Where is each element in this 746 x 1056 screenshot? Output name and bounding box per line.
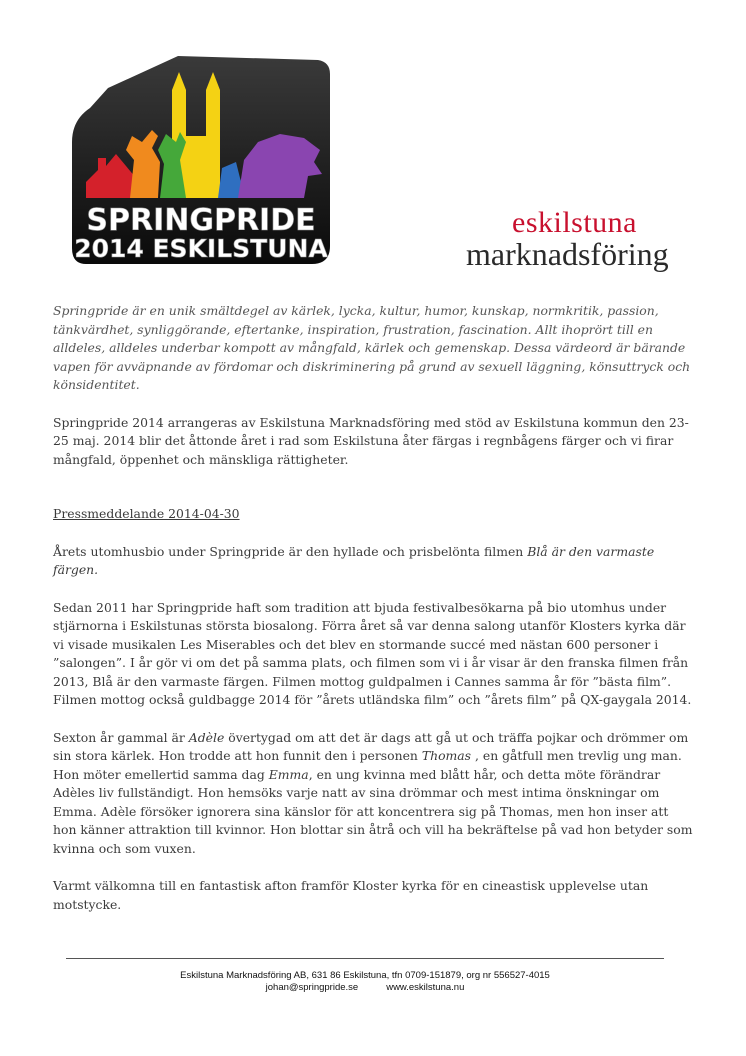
footer-web[interactable]: www.eskilstuna.nu <box>386 982 465 993</box>
footer-address: Eskilstuna Marknadsföring AB, 631 86 Eskilstuna, tfn 0709-151879, org nr 556527-4015 <box>180 970 550 981</box>
film-title: Blå är den varmaste färgen. <box>53 543 655 577</box>
synopsis-paragraph <box>53 729 693 859</box>
film-announcement-text: Årets utomhusbio under Springpride är den hyllade och prisbelönta filmen <box>53 543 528 559</box>
springpride-rainbow-skyline-logo-icon <box>68 50 334 272</box>
synopsis-adele: Adèle <box>188 729 225 745</box>
synopsis-thomas: Thomas <box>421 748 472 763</box>
footer <box>66 970 664 994</box>
press-release-body <box>53 302 693 933</box>
film-announcement <box>53 543 693 580</box>
logo-line1: SPRINGPRIDE <box>86 203 316 238</box>
synopsis-text-a: Sexton år gammal är <box>53 729 189 745</box>
footer-divider <box>66 958 664 959</box>
brand-bottom: marknadsföring <box>466 236 669 272</box>
synopsis-emma: Emma <box>268 766 309 782</box>
event-paragraph: Springpride 2014 arrangeras av Eskilstuna Marknadsföring med stöd av Eskilstuna kommun den 23-25 maj. 2014 blir det åttonde året i rad som Eskilstuna åter färgas i regnbågens färger och vi firar mångfald, öppenhet och mänskliga rättigheter. <box>53 414 689 467</box>
synopsis-text-d: , en ung kvinna med blått hår, och detta möte förändrar Adèles liv fullständigt. Hon hemsöks varje natt av sina drömmar och mest intima önskningar om Emma. Adèle försöker ignorera sina känslor för att koncentrera sig på Thomas, men hon inser att hon känner attraktion till kvinnor. Hon blottar sin åtrå och vill ha bekräftelse på vad hon betyder som kvinna och som vuxen. <box>53 766 693 856</box>
brand-top: eskilstuna <box>512 206 637 239</box>
history-paragraph: Sedan 2011 har Springpride haft som tradition att bjuda festivalbesökarna på bio utomhus under stjärnorna i Eskilstunas största biosalong. Förra året så var denna salong utanför Klosters kyrka där vi visade musikalen Les Miserables och det blev en stormande succé med nästan 600 personer i ”salongen”. I år gör vi om det på samma plats, och filmen som vi i år visar är den franska filmen från 2013, Blå är den varmaste färgen. Filmen mottog guldpalmen i Cannes samma år för ”bästa film”. Filmen mottog också guldbagge 2014 för ”årets utländska film” och ”årets film” på QX-gaygala 2014. <box>53 599 692 707</box>
press-heading: Pressmeddelande 2014-04-30 <box>53 506 240 521</box>
springpride-logo <box>68 50 334 272</box>
eskilstuna-marknadsforing-logo <box>466 208 676 270</box>
synopsis-text-c: , en gåtfull men trevlig ung man. Hon möter emellertid samma dag <box>53 748 682 782</box>
welcome-paragraph: Varmt välkomna till en fantastisk afton framför Kloster kyrka för en cineastisk upplevelse utan motstycke. <box>53 878 649 912</box>
footer-contact <box>66 982 664 994</box>
intro-paragraph: Springpride är en unik smältdegel av kärlek, lycka, kultur, humor, kunskap, normkritik, passion, tänkvärdhet, synliggörande, eftertanke, inspiration, frustration, fascination. Allt ihoprört till en alldeles, alldeles underbar kompott av mångfald, kärlek och gemenskap. Dessa värdeord är bärande vapen för avväpnande av fördomar och diskriminering på grund av sexuell läggning, könsuttryck och könsidentitet. <box>53 303 691 392</box>
footer-email[interactable]: johan@springpride.se <box>265 982 359 993</box>
synopsis-text-b: övertygad om att det är dags att gå ut och träffa pojkar och drömmer om sin stora kärlek. Hon trodde att hon funnit den i personen <box>53 729 689 763</box>
logo-line2: 2014 ESKILSTUNA <box>74 234 328 263</box>
